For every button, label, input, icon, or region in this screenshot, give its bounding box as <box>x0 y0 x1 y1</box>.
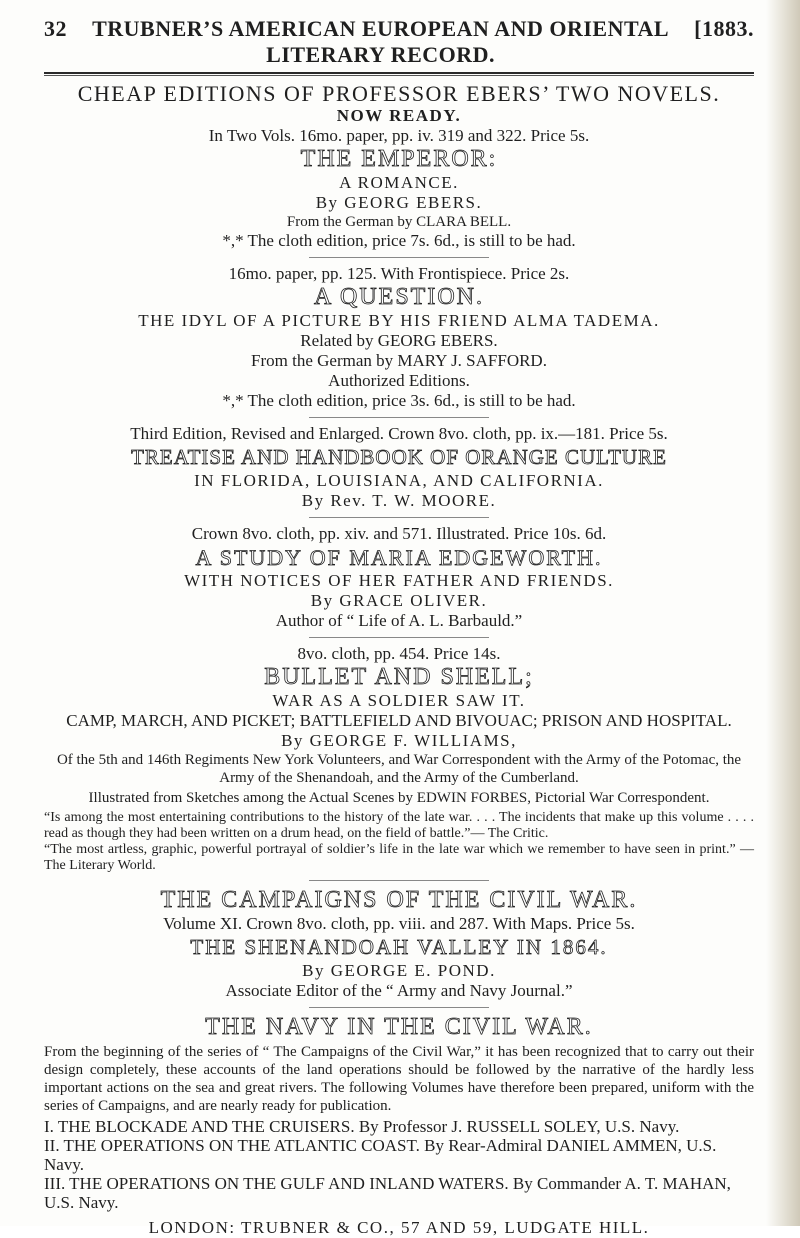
review-quote: “Is among the most entertaining contributions to the history of the late war. . . . The incidents that make up this volume . . . . read as though they had been written on a drum head, on the field of battle.”— The Critic. <box>44 810 754 841</box>
volume-item: III. THE OPERATIONS ON THE GULF AND INLAND WATERS. By Commander A. T. MAHAN, U.S. Navy. <box>44 1174 731 1212</box>
volume-item: I. THE BLOCKADE AND THE CRUISERS. By Professor J. RUSSELL SOLEY, U.S. Navy. <box>44 1117 680 1136</box>
separator <box>309 417 489 418</box>
advert-bullet-and-shell <box>44 644 754 874</box>
book-format: 16mo. paper, pp. 125. With Frontispiece. Price 2s. <box>228 264 570 283</box>
book-translator: From the German by CLARA BELL. <box>286 214 512 230</box>
book-author: By Rev. T. W. MOORE. <box>301 491 497 510</box>
author-note: Associate Editor of the “ Army and Navy Journal.” <box>225 981 573 1000</box>
book-format: Volume XI. Crown 8vo. cloth, pp. viii. and 287. With Maps. Price 5s. <box>163 914 635 933</box>
author-description: Of the 5th and 146th Regiments New York Volunteers, and War Correspondent with the Army of the Potomac, the Army of the Shenandoah, and the Army of the Cumberland. <box>56 752 742 786</box>
running-title: TRUBNER’S AMERICAN EUROPEAN AND ORIENTAL LITERARY RECORD. <box>92 16 670 67</box>
advert-navy-civil-war <box>44 1014 754 1212</box>
book-author: By GRACE OLIVER. <box>310 591 488 610</box>
page-content <box>44 16 754 1238</box>
edition-label: Authorized Editions. <box>328 371 470 390</box>
separator <box>309 880 489 881</box>
book-format: Third Edition, Revised and Enlarged. Crown 8vo. cloth, pp. ix.—181. Price 5s. <box>130 424 668 443</box>
book-title: THE CAMPAIGNS OF THE CIVIL WAR. <box>160 887 638 913</box>
author-note: Author of “ Life of A. L. Barbauld.” <box>275 611 523 630</box>
book-subtitle: THE IDYL OF A PICTURE BY HIS FRIEND ALMA TADEMA. <box>138 311 660 330</box>
advert-the-emperor <box>44 82 754 251</box>
book-title: BULLET AND SHELL; <box>264 664 534 690</box>
illustration-note: Illustrated from Sketches among the Actual Scenes by EDWIN FORBES, Pictorial War Correspondent. <box>88 790 710 806</box>
book-subtitle-2: CAMP, MARCH, AND PICKET; BATTLEFIELD AND BIVOUAC; PRISON AND HOSPITAL. <box>66 711 732 730</box>
book-author: By GEORG EBERS. <box>315 193 483 212</box>
separator <box>309 1007 489 1008</box>
book-title: A QUESTION. <box>314 284 484 310</box>
book-subtitle: THE SHENANDOAH VALLEY IN 1864. <box>190 935 608 959</box>
book-format: 8vo. cloth, pp. 454. Price 14s. <box>297 644 501 663</box>
advert-maria-edgeworth <box>44 524 754 631</box>
advert-orange-culture <box>44 424 754 511</box>
review-quote-2: “The most artless, graphic, powerful portrayal of soldier’s life in the late war which we remember to have seen in print.” —The Literary World. <box>44 842 754 873</box>
now-ready: NOW READY. <box>336 106 462 125</box>
volume-item: II. THE OPERATIONS ON THE ATLANTIC COAST. By Rear-Admiral DANIEL AMMEN, U.S. Navy. <box>44 1136 717 1174</box>
book-title: A STUDY OF MARIA EDGEWORTH. <box>195 545 603 570</box>
publisher-imprint: LONDON: TRUBNER & CO., 57 AND 59, LUDGATE HILL. <box>148 1218 650 1237</box>
separator <box>309 517 489 518</box>
edition-note: *,* The cloth edition, price 3s. 6d., is still to be had. <box>222 391 576 410</box>
running-header <box>44 16 754 74</box>
section-heading: CHEAP EDITIONS OF PROFESSOR EBERS’ TWO NOVELS. <box>77 81 721 106</box>
advert-a-question <box>44 264 754 411</box>
book-title: THE EMPEROR: <box>300 146 498 172</box>
book-translator: From the German by MARY J. SAFFORD. <box>251 351 547 370</box>
header-rule <box>44 75 754 76</box>
separator <box>309 637 489 638</box>
book-format: In Two Vols. 16mo. paper, pp. iv. 319 and 322. Price 5s. <box>208 126 590 145</box>
book-author: By GEORGE E. POND. <box>302 961 496 980</box>
book-format: Crown 8vo. cloth, pp. xiv. and 571. Illustrated. Price 10s. 6d. <box>191 524 607 543</box>
page-edge <box>766 0 800 1226</box>
book-title: TREATISE AND HANDBOOK OF ORANGE CULTURE <box>131 445 667 469</box>
book-subtitle: WITH NOTICES OF HER FATHER AND FRIENDS. <box>184 571 614 590</box>
separator <box>309 257 489 258</box>
book-author: By GEORGE F. WILLIAMS, <box>281 731 517 750</box>
header-year: [1883. <box>694 16 754 41</box>
advert-campaigns-civil-war <box>44 887 754 1001</box>
book-subtitle: WAR AS A SOLDIER SAW IT. <box>272 691 526 710</box>
edition-note: *,* The cloth edition, price 7s. 6d., is still to be had. <box>222 231 576 250</box>
page-number: 32 <box>44 16 67 41</box>
book-subtitle: A ROMANCE. <box>339 173 459 192</box>
book-author: Related by GEORG EBERS. <box>300 331 498 350</box>
series-description: From the beginning of the series of “ The Campaigns of the Civil War,” it has been recognized that to carry out their design completely, these accounts of the land operations should be followed by the narrative of the hardly less important actions on the sea and great rivers. The following Volumes have therefore been prepared, uniform with the series of Campaigns, and are nearly ready for publication. <box>44 1044 754 1114</box>
book-subtitle: IN FLORIDA, LOUISIANA, AND CALIFORNIA. <box>194 471 604 490</box>
book-title: THE NAVY IN THE CIVIL WAR. <box>205 1014 593 1040</box>
